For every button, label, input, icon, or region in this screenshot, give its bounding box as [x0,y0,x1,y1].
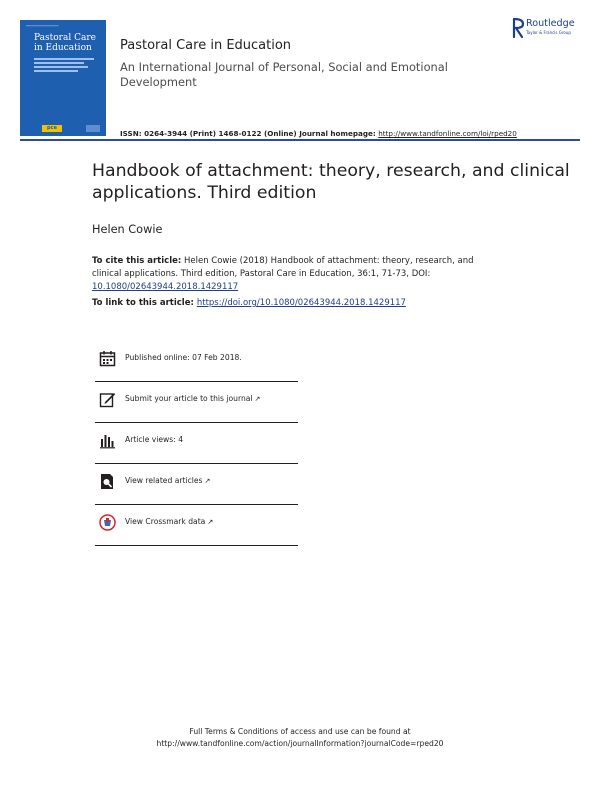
publisher-name: Routledge [526,18,575,29]
citation-block [92,255,492,294]
bar-chart-icon [99,432,116,449]
cover-top-text: ━━━━━━━━━━━━━━━━━━ [26,24,59,28]
related-articles-label: View related articles [125,476,203,485]
crossmark-icon [99,514,116,531]
related-articles-link[interactable] [125,476,210,485]
journal-homepage-link[interactable]: http://www.tandfonline.com/loi/rped20 [378,129,517,138]
cover-subtitle-lines [34,58,94,72]
crossmark-link[interactable] [125,517,213,526]
cover-title: Pastoral Care in Education [34,33,96,53]
footer [0,726,600,750]
submit-article-link[interactable] [125,394,260,403]
edit-icon [99,391,116,408]
search-document-icon [99,473,116,490]
article-url-link[interactable]: https://doi.org/10.1080/02643944.2018.1429117 [196,298,406,308]
article-title: Handbook of attachment: theory, research, and clinical applications. Third edition [92,161,570,203]
issn-line [120,129,517,138]
list-item-crossmark[interactable] [95,505,298,546]
crossmark-label: View Crossmark data [125,517,206,526]
link-label: To link to this article: [92,298,197,308]
calendar-icon [99,350,116,367]
published-date-label: Published online: 07 Feb 2018. [125,353,242,362]
external-link-icon: ↗ [204,477,211,485]
submit-article-label: Submit your article to this journal [125,394,253,403]
footer-terms-text: Full Terms & Conditions of access and use can be found at [189,727,411,736]
publisher-tagline: Taylor & Francis Group [526,30,571,35]
article-info-list [95,341,298,546]
cite-text: Helen Cowie (2018) Handbook of attachment: theory, research, and clinical applications. Third edition, Pastoral Care in Education, 36:1, 71-73, DOI: [92,256,474,279]
article-views-label: Article views: 4 [125,435,184,444]
external-link-icon: ↗ [254,395,261,403]
publisher-logo[interactable] [511,17,589,41]
journal-title[interactable]: Pastoral Care in Education [120,38,292,53]
routledge-logo-icon [511,17,525,39]
list-item-published [95,341,298,382]
external-link-icon: ↗ [207,518,214,526]
list-item-submit[interactable] [95,382,298,423]
article-author: Helen Cowie [92,223,163,236]
cite-label: To cite this article: [92,256,182,266]
journal-subtitle: An International Journal of Personal, Social and Emotional Development [120,60,448,89]
article-link-line [92,298,406,308]
cover-badge: pce [42,125,62,132]
issn-label: ISSN: 0264-3944 (Print) 1468-0122 (Online) Journal homepage: [120,129,379,138]
doi-link[interactable]: 10.1080/02643944.2018.1429117 [92,282,239,292]
journal-cover-image [20,20,106,136]
footer-terms-link[interactable]: http://www.tandfonline.com/action/journalInformation?journalCode=rped20 [156,739,444,748]
cover-publisher-logo [86,125,100,132]
list-item-related[interactable] [95,464,298,505]
header-divider [20,139,580,141]
list-item-views [95,423,298,464]
